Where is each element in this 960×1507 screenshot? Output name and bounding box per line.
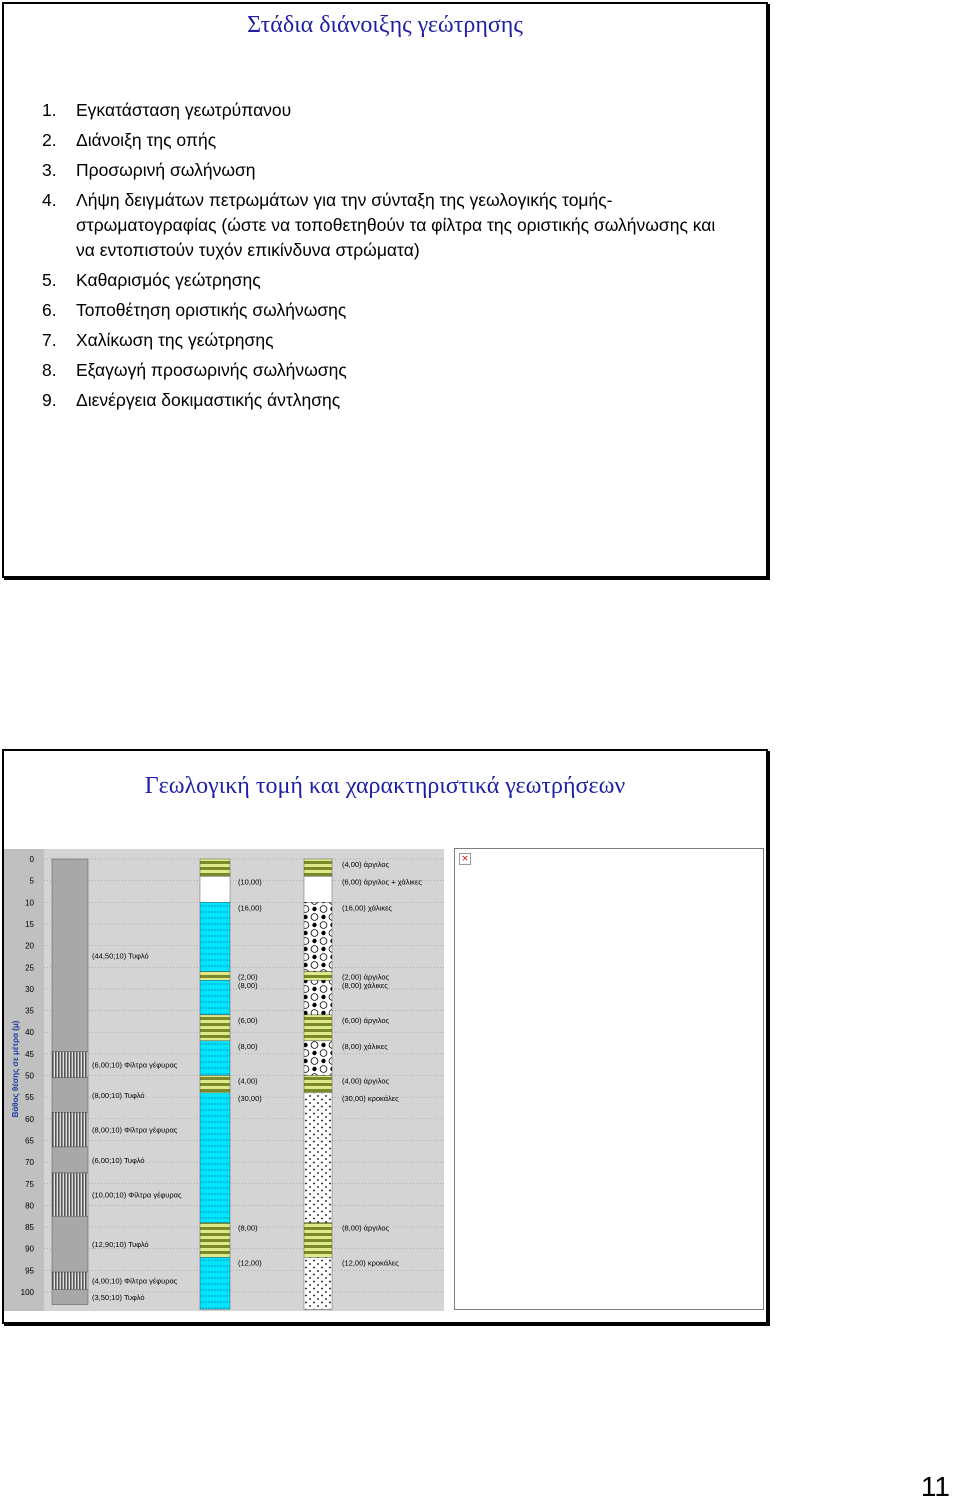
steps-list	[42, 98, 732, 418]
casing-segment	[52, 1289, 88, 1304]
column-a-layer	[200, 859, 230, 876]
column-b-layer	[304, 980, 332, 1015]
column-b-layer	[304, 876, 332, 902]
casing-segment	[52, 859, 88, 1052]
column-a-layer	[200, 1093, 230, 1223]
y-tick-label: 20	[25, 941, 34, 951]
slide-geologic-section	[2, 749, 768, 1324]
y-tick-label: 75	[25, 1179, 34, 1189]
step-text: Εξαγωγή προσωρινής σωλήνωσης	[76, 360, 347, 380]
y-tick-label: 55	[25, 1093, 34, 1103]
column-b-layer	[304, 1076, 332, 1093]
column-b-label: (4,00) άργιλος	[342, 1076, 390, 1086]
column-a-layer	[200, 980, 230, 1015]
casing-segment	[52, 1147, 88, 1173]
step-number: 8.	[42, 360, 57, 380]
step-number: 1.	[42, 100, 57, 120]
step-text: Διάνοιξη της οπής	[76, 130, 217, 150]
slide-title: Στάδια διάνοιξης γεώτρησης	[247, 12, 523, 38]
casing-label: (4,00;10) Φίλτρα γέφυρας	[92, 1276, 178, 1286]
step-item	[42, 128, 732, 153]
y-tick-label: 90	[25, 1244, 34, 1254]
step-number: 9.	[42, 390, 57, 410]
y-tick-label: 40	[25, 1028, 34, 1038]
casing-label: (8,00;10) Τυφλό	[92, 1090, 145, 1100]
y-tick-label: 0	[29, 855, 34, 864]
column-a-label: (16,00)	[238, 903, 262, 913]
column-a-label: (6,00)	[238, 1015, 258, 1025]
y-tick-label: 80	[25, 1201, 34, 1211]
column-a-label: (12,00)	[238, 1258, 262, 1268]
column-a-layer	[200, 972, 230, 981]
column-b-layer	[304, 1223, 332, 1258]
column-a-label: (8,00)	[238, 1223, 258, 1233]
casing-segment	[52, 1078, 88, 1113]
slide-title: Γεωλογική τομή και χαρακτηριστικά γεωτρήσεων	[144, 773, 626, 799]
column-a-label: (4,00)	[238, 1076, 258, 1086]
column-b-layer	[304, 1093, 332, 1223]
step-number: 7.	[42, 330, 57, 350]
step-item	[42, 328, 732, 353]
column-b-label: (8,00) άργιλος	[342, 1223, 390, 1233]
y-tick-label: 45	[25, 1049, 34, 1059]
missing-image-placeholder	[454, 848, 764, 1310]
y-tick-label: 35	[25, 1006, 34, 1016]
step-number: 2.	[42, 130, 57, 150]
casing-label: (3,50;10) Τυφλό	[92, 1292, 145, 1302]
column-a-layer	[200, 1076, 230, 1093]
y-tick-label: 15	[25, 919, 34, 929]
y-tick-label: 70	[25, 1158, 34, 1168]
y-tick-label: 100	[20, 1288, 34, 1297]
casing-segment	[52, 1052, 88, 1078]
column-a-label: (10,00)	[238, 877, 262, 887]
casing-label: (12,90;10) Τυφλό	[92, 1240, 149, 1250]
casing-label: (8,00;10) Φίλτρα γέφυρας	[92, 1125, 178, 1135]
step-item	[42, 298, 732, 323]
casing-label: (6,00;10) Φίλτρα γέφυρας	[92, 1060, 178, 1070]
y-tick-label: 30	[25, 984, 34, 994]
y-tick-label: 95	[25, 1266, 34, 1276]
casing-segment	[52, 1112, 88, 1147]
page-number: 11	[920, 1471, 950, 1502]
step-number: 3.	[42, 160, 57, 180]
y-tick-label: 25	[25, 963, 34, 973]
slide-stages	[2, 2, 768, 578]
step-number: 6.	[42, 300, 57, 320]
casing-segment	[52, 1216, 88, 1272]
step-item	[42, 98, 732, 123]
column-b-label: (8,00) χάλικες	[342, 1041, 388, 1051]
y-tick-label: 50	[25, 1071, 34, 1081]
column-b-label: (16,00) χάλικες	[342, 903, 393, 913]
column-a-label: (8,00)	[238, 981, 258, 991]
column-a-layer	[200, 876, 230, 902]
casing-segment	[52, 1272, 88, 1289]
column-b-layer	[304, 902, 332, 971]
column-b-label: (6,00) άργιλος	[342, 1015, 390, 1025]
column-a-label: (30,00)	[238, 1093, 262, 1103]
column-b-layer	[304, 1257, 332, 1309]
casing-label: (10,00;10) Φίλτρα γέφυρας	[92, 1190, 182, 1200]
y-tick-label: 10	[25, 898, 34, 908]
y-tick-label: 65	[25, 1136, 34, 1146]
column-b-label: (30,00) κροκάλες	[342, 1093, 399, 1103]
broken-image-icon: ×	[459, 853, 471, 865]
step-item	[42, 188, 732, 263]
step-item	[42, 388, 732, 413]
y-axis-label: Βάθος θέσης σε μέτρα (μ)	[11, 1020, 20, 1118]
column-a-layer	[200, 1257, 230, 1309]
step-item	[42, 358, 732, 383]
casing-label: (6,00;10) Τυφλό	[92, 1155, 145, 1165]
y-tick-label: 60	[25, 1114, 34, 1124]
column-a-label: (2,00)	[238, 972, 258, 982]
y-tick-label: 85	[25, 1223, 34, 1233]
column-b-label: (4,00) άργιλος	[342, 860, 390, 869]
step-item	[42, 158, 732, 183]
column-b-layer	[304, 1041, 332, 1076]
column-b-label: (8,00) χάλικες	[342, 981, 388, 991]
column-b-layer	[304, 972, 332, 981]
column-a-layer	[200, 902, 230, 971]
casing-segment	[52, 1173, 88, 1216]
column-a-layer	[200, 1015, 230, 1041]
step-text: Εγκατάσταση γεωτρύπανου	[76, 100, 292, 120]
step-text: Τοποθέτηση οριστικής σωλήνωσης	[76, 300, 347, 320]
column-a-label: (8,00)	[238, 1041, 258, 1051]
step-item	[42, 268, 732, 293]
borehole-section-figure	[4, 849, 444, 1311]
step-text: Προσωρινή σωλήνωση	[76, 160, 256, 180]
column-b-layer	[304, 859, 332, 876]
casing-label: (44,50;10) Τυφλό	[92, 951, 149, 961]
step-text: Διενέργεια δοκιμαστικής άντλησης	[76, 390, 341, 410]
column-b-layer	[304, 1015, 332, 1041]
y-tick-label: 5	[29, 876, 34, 886]
column-b-label: (2,00) άργιλος	[342, 972, 390, 982]
column-a-layer	[200, 1041, 230, 1076]
step-number: 5.	[42, 270, 57, 290]
column-b-label: (6,00) άργιλος + χάλικες	[342, 877, 422, 887]
column-b-label: (12,00) κροκάλες	[342, 1258, 399, 1268]
column-a-layer	[200, 1223, 230, 1258]
step-text: Λήψη δειγμάτων πετρωμάτων για την σύνταξη της γεωλογικής τομής-στρωματογραφίας (ώστε να τοποθετηθούν τα φίλτρα της οριστικής σωλήνωσης και να εντοπιστούν τυχόν επικίνδυνα στρώματα)	[76, 190, 716, 260]
step-text: Χαλίκωση της γεώτρησης	[76, 330, 274, 350]
step-number: 4.	[42, 190, 57, 210]
step-text: Καθαρισμός γεώτρησης	[76, 270, 261, 290]
